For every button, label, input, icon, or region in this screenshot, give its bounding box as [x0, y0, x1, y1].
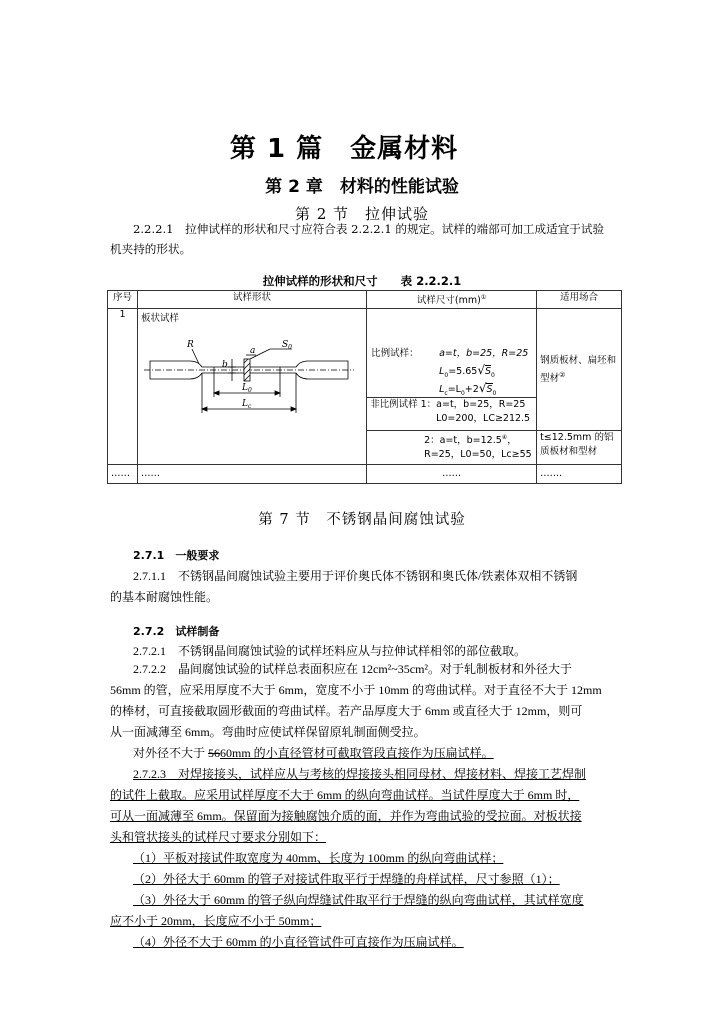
shape-cell: [137, 309, 366, 465]
ellipsis-usage: …….: [537, 465, 622, 484]
part-title: 第 1 篇 金属材料: [229, 134, 459, 164]
list-item-2: （2）外径大于 60mm 的管子对接试件取平行于焊缝的舟样试样，尺寸参照（1）；: [133, 872, 560, 886]
header-number: 序号: [108, 291, 138, 309]
table-caption: 拉伸试样的形状和尺寸 表 2.2.2.1: [262, 274, 462, 288]
list-item-3-line2: 应不小于 20mm，长度应不小于 50mm；: [110, 914, 322, 928]
paragraph-small-pipe: 对外径不大于 5660mm 的小直径管材可截取管段直接作为压扁试样。: [133, 746, 494, 760]
header-shape: 试样形状: [137, 291, 366, 309]
nonproportional2-size-cell: 2：a=t，b=12.5④， R=25，L0=50，Lc≥55: [367, 431, 537, 465]
deleted-text: 56: [208, 746, 221, 760]
ellipsis-shape: ……: [137, 465, 366, 484]
proportional-label: 比例试样：: [371, 348, 419, 360]
usage-cell-aluminium: t≤12.5mm 的铝质板材和型材: [537, 431, 622, 465]
paragraph-2-7-2-2-line1: 2.7.2.2 晶间腐蚀试验的试样总表面积应在 12cm²~35cm²。对于轧制板材和外径大于: [133, 662, 573, 676]
header-size: 试样尺寸(mm)①: [367, 291, 537, 309]
table-row: [108, 309, 622, 398]
paragraph-2-7-2-2-line2: 56mm 的管，应采用厚度不大于 6mm，宽度不小于 10mm 的弯曲试样。对于直径不大于 12mm: [110, 683, 602, 697]
proportional-line2: $L_0=5.65√S_0$: [439, 363, 495, 380]
paragraph-2-2-2-1-line1: 2.2.2.1 拉伸试样的形状和尺寸应符合表 2.2.2.1 的规定。试样的端部可加工成适宜于试验: [133, 222, 605, 236]
row-number: 1: [108, 309, 138, 465]
paragraph-2-7-2-3-line3: 可从一面减薄至 6mm。保留面为接触腐蚀介质的面，并作为弯曲试验的受拉面。对板状接: [110, 809, 582, 823]
flat-specimen-diagram: [142, 337, 366, 427]
section-title-7: 第 7 节 不锈钢晶间腐蚀试验: [258, 512, 466, 528]
heading-2-7-1: 2.7.1 一般要求: [133, 549, 220, 562]
paragraph-2-7-2-2-line3: 的棒材，可直接截取圆形截面的弯曲试样。若产品厚度大于 6mm 或直径大于 12mm，则可: [110, 704, 583, 718]
heading-2-7-2: 2.7.2 试样制备: [133, 625, 220, 638]
list-item-1: （1）平板对接试件取宽度为 40mm、长度为 100mm 的纵向弯曲试样；: [133, 851, 504, 865]
proportional-line1: a=t，b=25，R=25: [439, 348, 529, 360]
nonproportional-line2: L0=200，LC≥212.5: [436, 413, 531, 425]
chapter-title: 第 2 章 材料的性能试验: [265, 177, 459, 197]
paragraph-2-7-2-3-line4: 头和管状接头的试样尺寸要求分别如下：: [110, 830, 327, 844]
paragraph-2-7-2-1: 2.7.2.1 不锈钢晶间腐蚀试验的试样坯料应从与拉伸试样相邻的部位截取。: [133, 644, 527, 658]
table-header-row: [108, 291, 622, 309]
paragraph-2-2-2-1-line2: 机夹持的形状。: [110, 242, 192, 256]
ellipsis-size: ……: [367, 465, 537, 484]
label-a: a: [249, 346, 256, 357]
specimen-table: [107, 290, 622, 484]
list-item-3-line1: （3）外径大于 60mm 的管子纵向焊缝试件取平行于焊缝的纵向弯曲试样，其试样宽度: [133, 893, 584, 907]
label-L0: $L_0$: [241, 383, 252, 395]
ellipsis-number: ……: [108, 465, 138, 484]
label-S0: $S_0$: [281, 340, 292, 352]
header-usage: 适用场合: [537, 291, 622, 309]
proportional-line3: $L_c=L_0+2√S_0$: [439, 381, 497, 398]
section-title: 第 2 节 拉伸试验: [294, 205, 430, 223]
inserted-text: 60mm 的小直径管材可截取管段直接作为压扁试样。: [220, 746, 494, 760]
list-item-4: （4）外径不大于 60mm 的小直径管试件可直接作为压扁试样。: [133, 935, 464, 949]
label-R: R: [186, 340, 194, 351]
paragraph-2-7-1-1-line2: 的基本耐腐蚀性能。: [110, 590, 219, 604]
nonproportional-line1: 非比例试样 1：a=t，b=25，R=25: [370, 399, 526, 411]
usage-cell-steel: 钢质板材、扁坯和型材②: [537, 309, 622, 431]
nonproportional-size-cell: [367, 398, 537, 431]
table-row: [108, 465, 622, 484]
paragraph-2-7-2-3-line2: 的试件上截取。应采用试样厚度不大于 6mm 的纵向弯曲试样。当试件厚度大于 6mm 时，: [110, 788, 580, 802]
label-b: b: [221, 360, 228, 371]
paragraph-2-7-2-3-line1: 2.7.2.3 对焊接接头，试样应从与考核的焊接接头相同母材、焊接材料、焊接工艺焊制: [133, 767, 587, 781]
paragraph-2-7-1-1-line1: 2.7.1.1 不锈钢晶间腐蚀试验主要用于评价奥氏体不锈钢和奥氏体/铁素体双相不锈钢: [133, 569, 578, 583]
paragraph-2-7-2-2-line4: 从一面减薄至 6mm。弯曲时应使试样保留原轧制面侧受拉。: [110, 725, 426, 739]
proportional-size-cell: [367, 309, 537, 398]
nonproportional2-line2: R=25，L0=50，Lc≥55: [424, 449, 532, 461]
label-Lc: $L_c$: [241, 399, 252, 411]
shape-label: 板状试样: [140, 313, 179, 325]
